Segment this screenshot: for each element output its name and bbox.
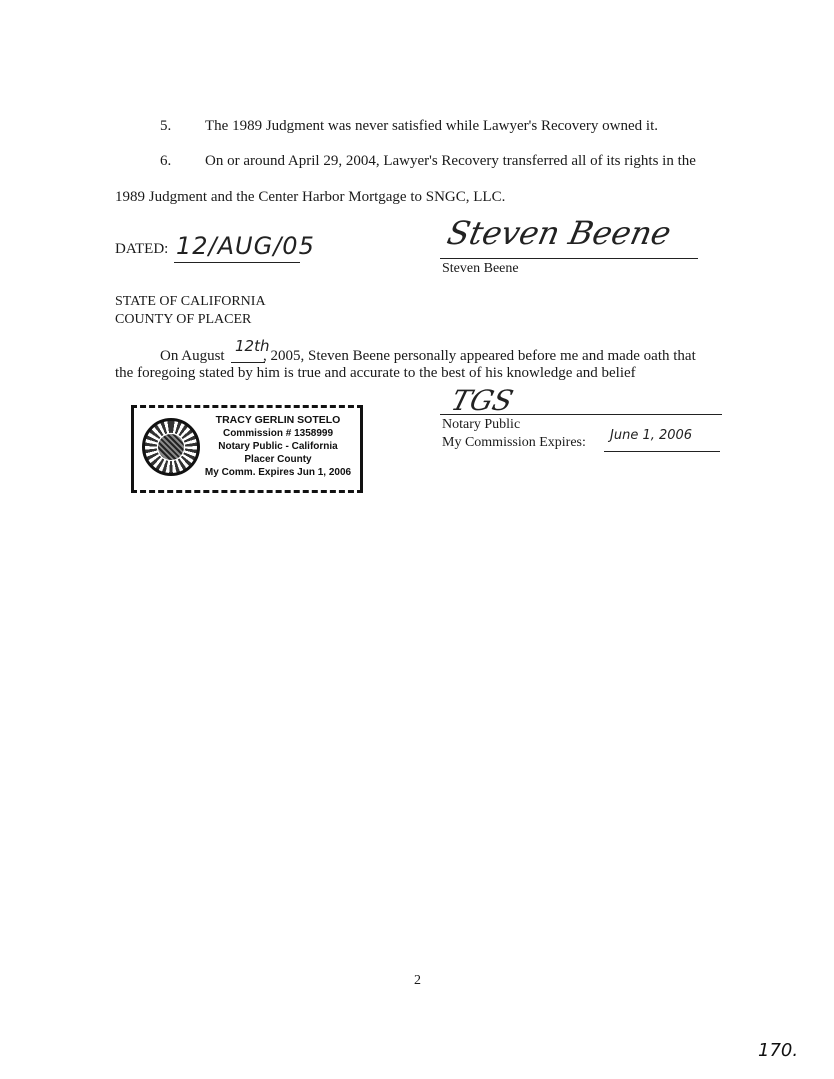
- notary-public-label: Notary Public: [442, 417, 521, 432]
- seal-notary-name: TRACY GERLIN SOTELO: [215, 414, 341, 426]
- handwritten-day: 12th: [235, 337, 270, 355]
- signature-steven-beene: Steven Beene: [443, 214, 675, 252]
- seal-expiration: My Comm. Expires Jun 1, 2006: [204, 467, 352, 478]
- notary-signature: TGS: [447, 384, 517, 417]
- notary-seal: [131, 405, 363, 493]
- handwritten-expiration: June 1, 2006: [610, 428, 693, 443]
- seal-text-block: [202, 414, 354, 479]
- seal-commission-number: Commission # 1358999: [222, 428, 334, 439]
- margin-page-mark: 170.: [758, 1040, 799, 1061]
- state-seal-icon: [142, 418, 200, 476]
- dated-label: DATED:: [115, 241, 169, 257]
- seal-notary-title: Notary Public - California: [218, 441, 338, 452]
- oath-line-1-prefix: On August: [160, 348, 225, 364]
- venue-state: STATE OF CALIFORNIA: [115, 294, 266, 309]
- commission-expires-label: My Commission Expires:: [442, 435, 586, 450]
- notary-signature-line: [440, 414, 722, 415]
- signer-printed-name: Steven Beene: [442, 261, 519, 276]
- seal-county: Placer County: [244, 454, 312, 465]
- paragraph-6-line-2: 1989 Judgment and the Center Harbor Mortgage to SNGC, LLC.: [115, 189, 506, 205]
- paragraph-6-number: 6.: [160, 153, 172, 169]
- paragraph-5-text: The 1989 Judgment was never satisfied while Lawyer's Recovery owned it.: [205, 118, 658, 134]
- page-number: 2: [414, 973, 421, 988]
- oath-line-2: the foregoing stated by him is true and accurate to the best of his knowledge and belief: [115, 365, 636, 381]
- day-underline: [231, 362, 265, 363]
- paragraph-5-number: 5.: [160, 118, 172, 134]
- venue-county: COUNTY OF PLACER: [115, 312, 252, 327]
- oath-line-1-suffix: , 2005, Steven Beene personally appeared before me and made oath that: [263, 348, 696, 364]
- signature-line: [440, 258, 698, 259]
- paragraph-6-line-1: On or around April 29, 2004, Lawyer's Recovery transferred all of its rights in the: [205, 153, 696, 169]
- expiration-underline: [604, 451, 720, 452]
- date-underline: [174, 262, 300, 263]
- handwritten-date: 12/AUG/05: [176, 232, 315, 260]
